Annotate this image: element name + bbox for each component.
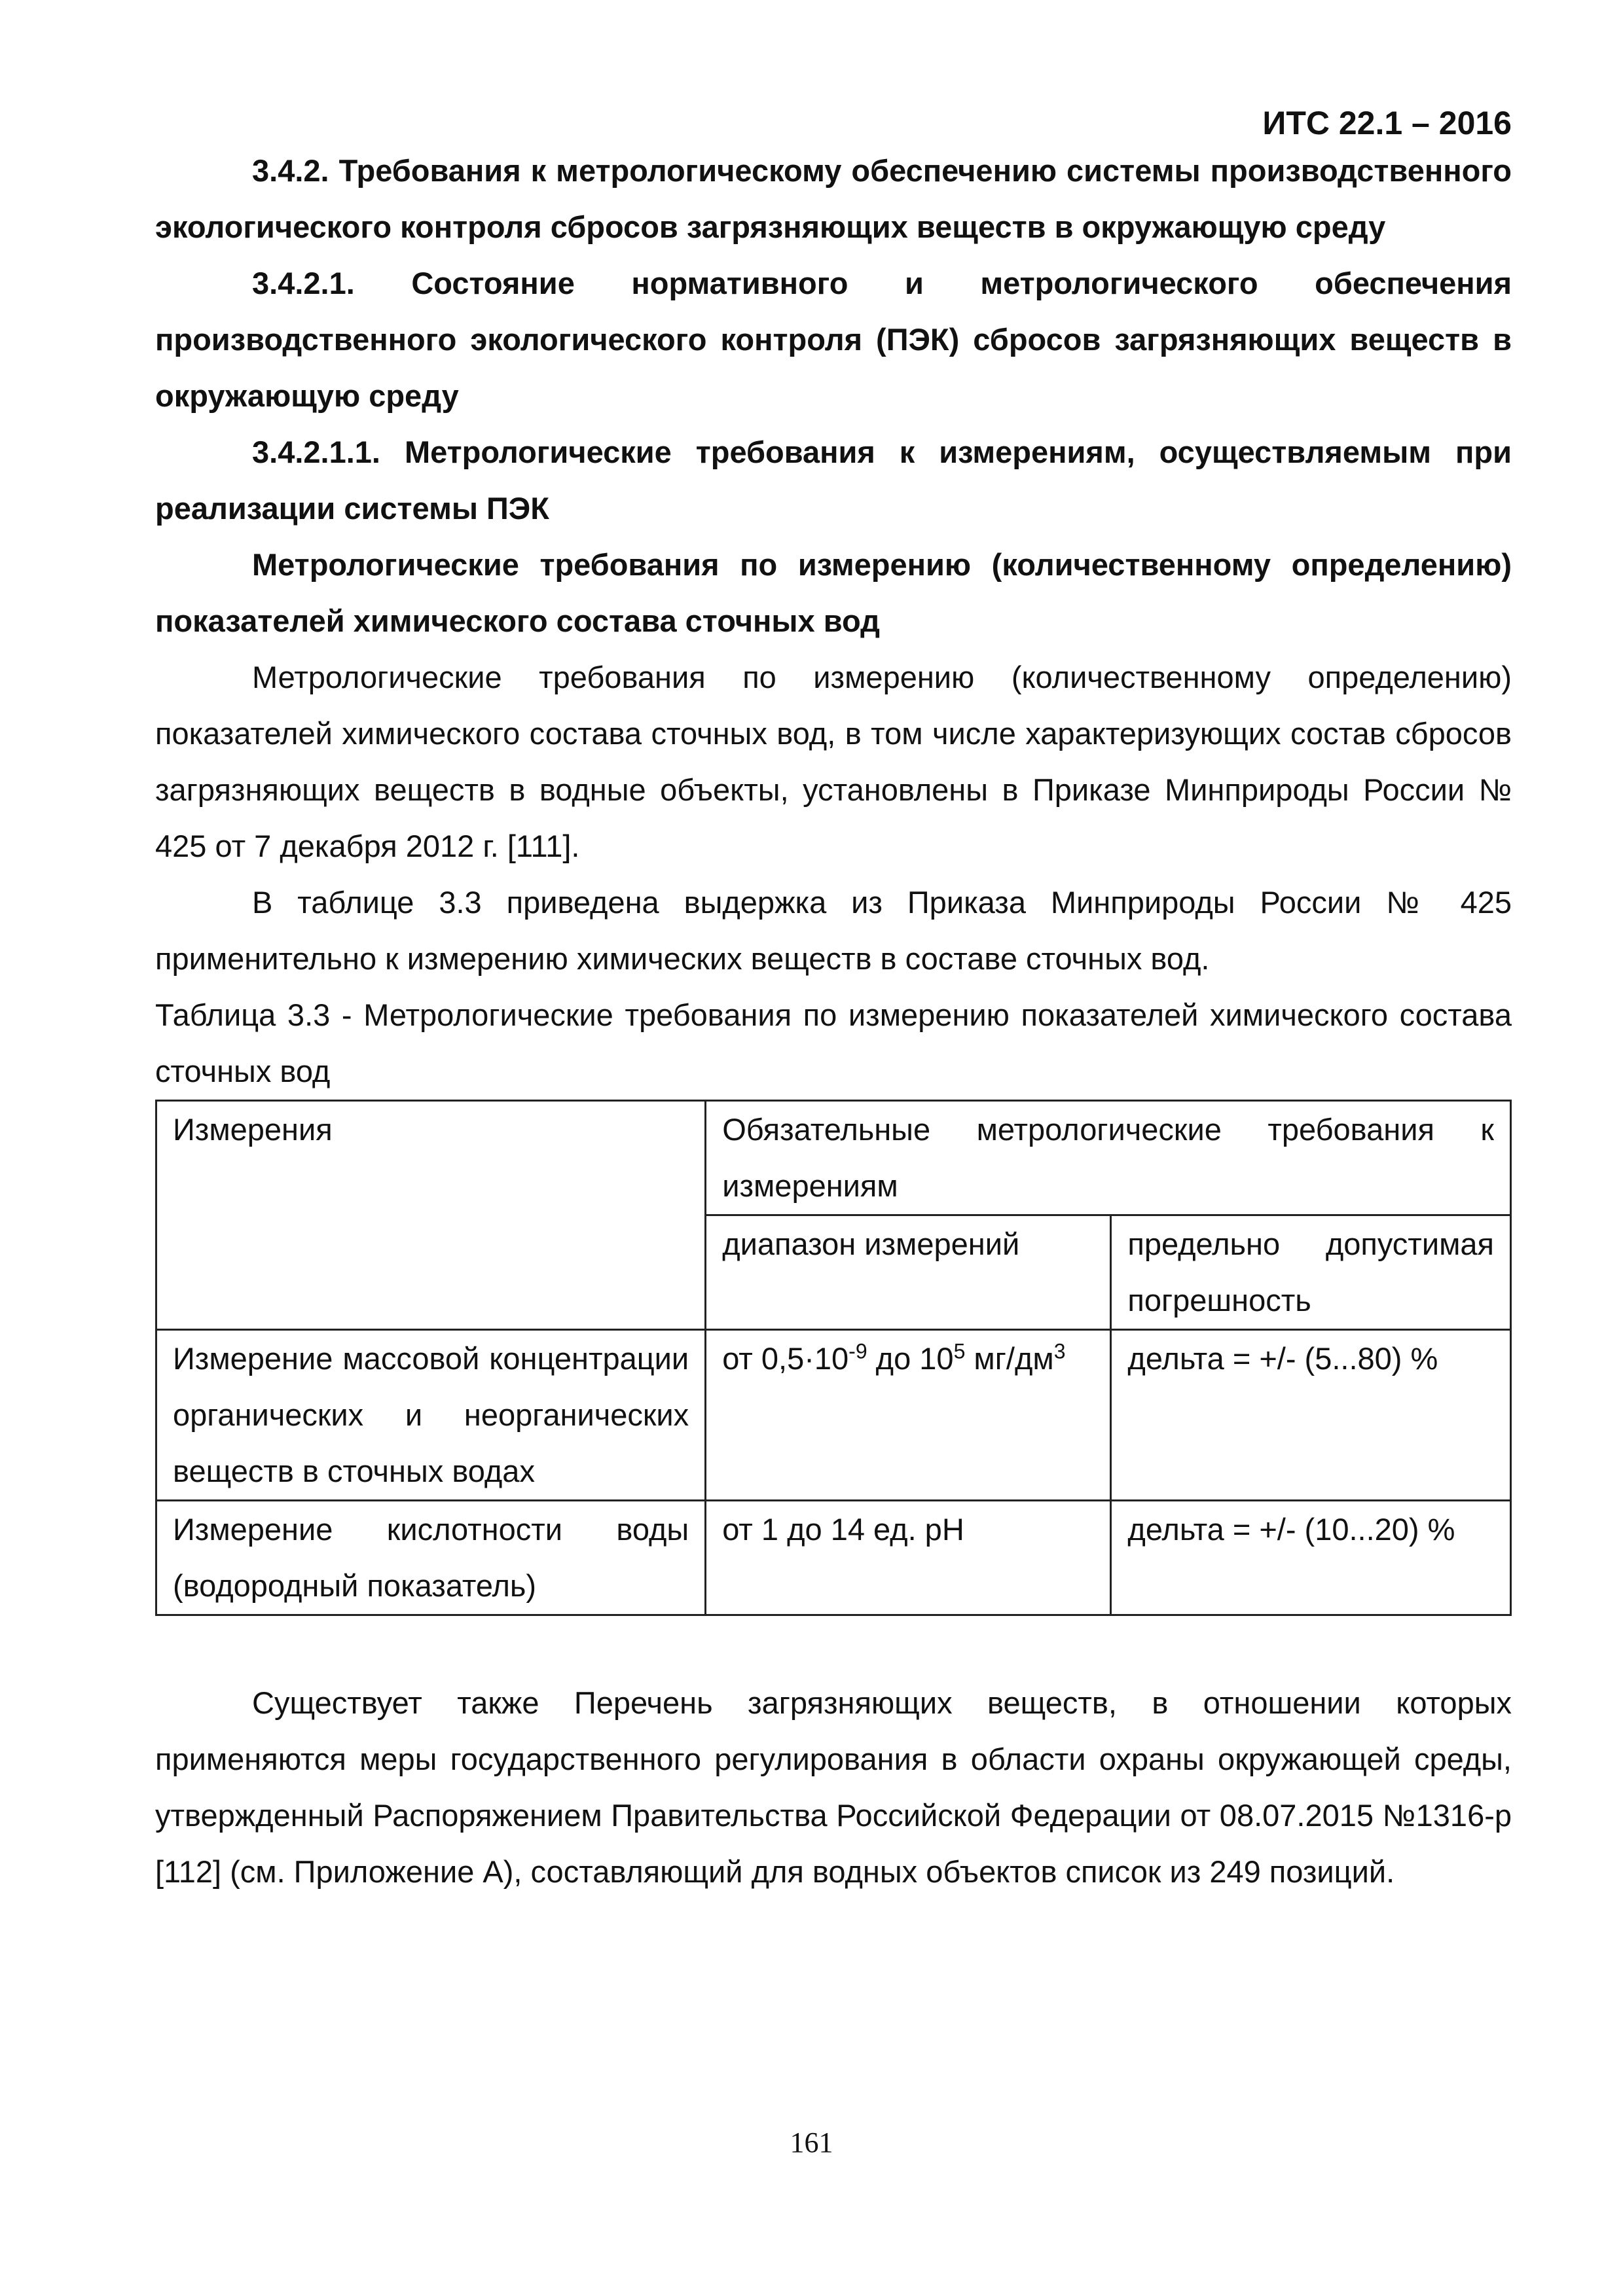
paragraph-pollutants-list: Существует также Перечень загрязняющих веществ, в отношении которых применяются меры государственного регулирования в области охраны окружающей среды, утвержденный Распоряжением Правительства Российской Федерации от 08.07.2015 №1316-р [112] (см. Приложение А), составляющий для водных объектов список из 249 позиций. bbox=[155, 1685, 1512, 1889]
paragraph-requirements: Метрологические требования по измерению (количественному определению) показателей химического состава сточных вод, в том числе характеризующих состав сбросов загрязняющих веществ в водные объекты, установлены в Приказе Минприроды России № 425 от 7 декабря 2012 г. [111]. bbox=[155, 660, 1512, 863]
table-caption: Таблица 3.3 - Метрологические требования по измерению показателей химического состава сточных вод bbox=[155, 997, 1512, 1088]
document-header: ИТС 22.1 – 2016 bbox=[1262, 105, 1512, 141]
range-exponent: 5 bbox=[953, 1339, 966, 1363]
metrology-table bbox=[155, 1100, 1512, 1616]
heading-3-4-2-1: 3.4.2.1. Состояние нормативного и метрологического обеспечения производственного экологического контроля (ПЭК) сбросов загрязняющих веществ в окружающую среду bbox=[155, 266, 1512, 413]
cell-error: дельта = +/- (5...80) % bbox=[1111, 1330, 1511, 1501]
header-cell-error: предельно допустимая погрешность bbox=[1111, 1215, 1511, 1330]
range-text: от 0,5·10 bbox=[722, 1341, 849, 1376]
header-cell-measurements: Измерения bbox=[156, 1101, 706, 1330]
table-row bbox=[156, 1501, 1511, 1615]
heading-3-4-2: 3.4.2. Требования к метрологическому обеспечению системы производственного экологического контроля сбросов загрязняющих веществ в окружающую среду bbox=[155, 153, 1512, 244]
header-cell-range: диапазон измерений bbox=[706, 1215, 1111, 1330]
page-number: 161 bbox=[790, 2126, 833, 2159]
table-row bbox=[156, 1330, 1511, 1501]
range-text: до 10 bbox=[867, 1341, 954, 1376]
header-cell-requirements: Обязательные метрологические требования к измерениям bbox=[706, 1101, 1511, 1215]
document-body bbox=[155, 143, 1512, 1900]
table-header-row bbox=[156, 1101, 1511, 1215]
cell-range: от 1 до 14 ед. pH bbox=[706, 1501, 1111, 1615]
heading-3-4-2-1-1: 3.4.2.1.1. Метрологические требования к измерениям, осуществляемым при реализации системы ПЭК bbox=[155, 435, 1512, 526]
cell-error: дельта = +/- (10...20) % bbox=[1111, 1501, 1511, 1615]
range-unit: мг/дм bbox=[965, 1341, 1054, 1376]
range-exponent: 3 bbox=[1053, 1339, 1066, 1363]
cell-measure: Измерение кислотности воды (водородный показатель) bbox=[156, 1501, 706, 1615]
spacer bbox=[155, 1616, 1512, 1675]
subheading-chemical-composition: Метрологические требования по измерению (количественному определению) показателей химического состава сточных вод bbox=[155, 547, 1512, 638]
range-exponent: -9 bbox=[848, 1339, 867, 1363]
paragraph-table-intro: В таблице 3.3 приведена выдержка из Приказа Минприроды России № 425 применительно к измерению химических веществ в составе сточных вод. bbox=[155, 885, 1512, 976]
cell-range bbox=[706, 1330, 1111, 1501]
cell-measure: Измерение массовой концентрации органических и неорганических веществ в сточных водах bbox=[156, 1330, 706, 1501]
